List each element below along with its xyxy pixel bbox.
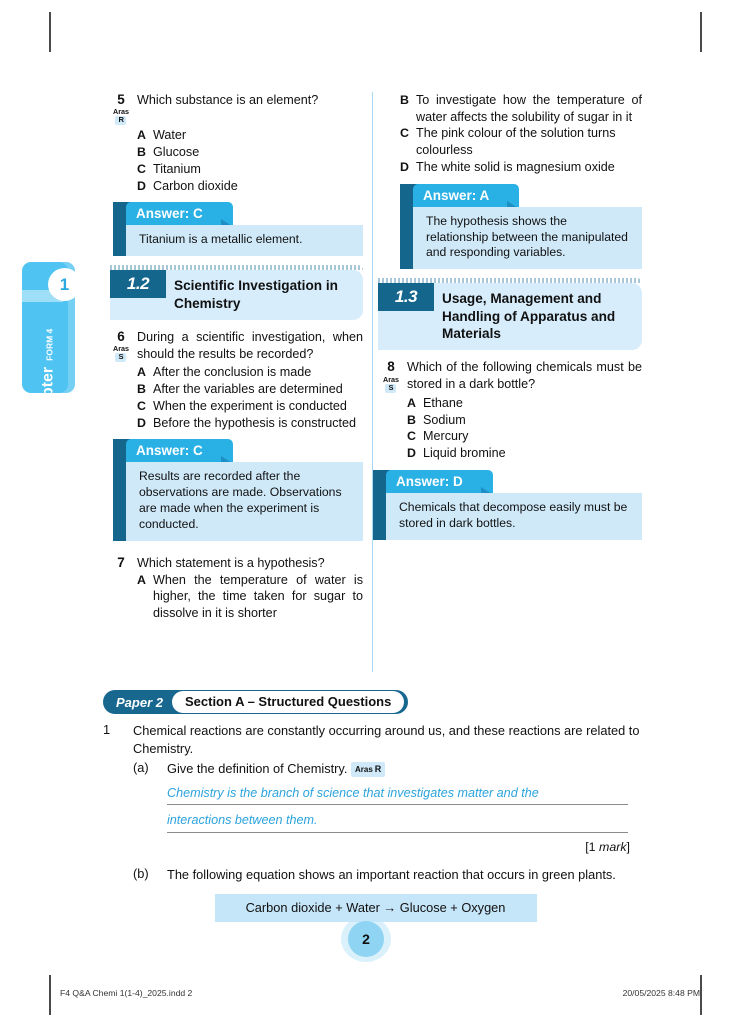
option-letter: C [137,161,146,176]
crop-mark-top-right [700,12,702,52]
answer-explanation: The hypothesis shows the relationship between the manipulated and responding variables. [400,207,642,270]
part-a-aras-badge [351,762,385,776]
answer-label: Answer: A [413,184,519,207]
structured-part-b [133,866,648,884]
aras-level: S [115,353,126,362]
crop-mark-top-left [49,12,51,52]
option-item [407,412,642,429]
marks-prefix: [1 [585,839,599,854]
option-text: The pink colour of the solution turns colourless [416,126,616,158]
crop-mark-bottom-left [49,975,51,1015]
part-a-text: Give the definition of Chemistry. [167,761,348,777]
question-7-number-box [105,555,137,570]
option-letter: A [137,365,146,380]
option-item [400,125,642,158]
option-item [137,381,363,398]
part-a-label: (a) [133,760,149,776]
option-text: The white solid is magnesium oxide [416,159,615,174]
option-text: Ethane [423,395,463,410]
answer-explanation: Titanium is a metallic element. [113,225,363,256]
option-text: Before the hypothesis is constructed [153,415,357,430]
question-7-number: 7 [117,554,125,570]
option-text: Sodium [423,412,466,427]
part-a-text-row [167,760,648,778]
answer-explanation: Chemicals that decompose easily must be stored in dark bottles. [373,493,642,540]
structured-question-stem: Chemical reactions are constantly occurring around us, and these reactions are related to Chemistry. [133,723,640,756]
answer-explanation: Results are recorded after the observations are made. Observations are made when the experiment is conducted. [113,462,363,540]
option-text: Titanium [153,161,201,176]
option-item [400,92,642,125]
question-7 [105,555,363,622]
option-letter: D [137,415,146,430]
option-text: Water [153,128,187,143]
answer-banner [113,439,363,462]
answer-block-q5 [113,202,363,256]
question-5-aras-badge [113,108,129,125]
option-text: After the variables are determined [153,382,343,397]
section-header-1-2 [110,270,363,320]
option-item [137,144,363,161]
section-number: 1.2 [110,270,166,298]
question-8-options [375,395,642,462]
right-column [383,92,642,554]
option-letter: A [407,395,416,410]
question-5-stem: Which substance is an element? [137,93,319,107]
option-item [137,161,363,178]
option-letter: D [400,159,409,174]
section-title: Usage, Management and Handling of Apparatus and Materials [442,291,616,342]
column-divider [372,92,373,672]
question-6-number-box [105,329,137,364]
chapter-number-badge: 1 [48,268,81,301]
page-number-badge: 2 [348,921,384,957]
option-text: Carbon dioxide [153,178,238,193]
answer-label: Answer: C [126,439,233,462]
chemical-equation-box: Carbon dioxide + Water → Glucose + Oxygen [215,894,537,922]
option-item [137,127,363,144]
option-item [137,178,363,195]
question-6-number: 6 [117,329,125,345]
answer-block-q7 [400,184,642,270]
question-7-options [105,572,363,622]
option-text: Glucose [153,145,200,160]
option-letter: A [137,572,146,587]
aras-word: Aras [113,107,129,117]
question-8-stem: Which of the following chemicals must be stored in a dark bottle? [407,360,642,392]
paper-2-header [103,690,408,714]
question-5-number: 5 [117,92,125,107]
section-title: Scientific Investigation in Chemistry [174,278,338,311]
question-5 [105,92,363,256]
question-6-aras-badge [113,345,129,362]
option-letter: B [137,145,146,160]
option-item [400,159,642,176]
question-6-options [105,364,363,431]
option-item [407,395,642,412]
paper-section-label: Section A – Structured Questions [172,691,404,713]
option-letter: C [137,398,146,413]
option-letter: B [400,93,409,107]
marks-word: mark [599,839,627,854]
option-item [407,445,642,462]
option-text: When the temperature of water is higher, the time taken for sugar to dissolve in it is shorter [153,572,363,621]
answer-label: Answer: D [386,470,493,493]
aras-level: S [385,384,396,393]
option-text: After the conclusion is made [153,365,312,380]
question-7-stem: Which statement is a hypothesis? [137,555,325,570]
option-item [407,428,642,445]
question-8-number-box [375,359,407,394]
answer-line-2: interactions between them. [167,812,628,832]
option-letter: D [137,178,146,193]
chapter-label: Chapter [39,366,57,428]
crop-mark-bottom-right [700,975,702,1015]
question-7-continued-options [368,92,642,176]
option-item [137,364,363,381]
answer-line-1: Chemistry is the branch of science that investigates matter and the [167,785,628,805]
part-b-text: The following equation shows an important reaction that occurs in green plants. [167,866,616,882]
section-number: 1.3 [378,283,434,311]
part-b-label: (b) [133,865,149,881]
question-5-number-box [105,92,137,127]
option-item [137,398,363,415]
answer-banner [113,202,363,225]
question-7-continued [400,92,642,269]
option-letter: A [137,128,146,143]
structured-question-number: 1 [103,722,111,737]
question-6-stem: During a scientific investigation, when should the results be recorded? [137,330,363,361]
left-column [105,92,363,626]
answer-banner [400,184,642,207]
aras-level: R [115,116,126,125]
aras-level: R [374,764,382,775]
option-text: When the experiment is conducted [153,398,347,413]
footer-filename: F4 Q&A Chemi 1(1-4)_2025.indd 2 [60,988,193,998]
option-item [137,572,363,622]
option-text: To investigate how the temperature of water affects the solubility of sugar in it [416,93,642,124]
marks-suffix: ] [626,839,630,854]
option-letter: C [407,429,416,444]
answer-block-q8 [373,470,642,540]
option-letter: D [407,446,416,461]
paper-tag: Paper 2 [116,694,163,710]
aras-word: Aras [113,344,129,354]
question-5-options [105,127,363,194]
aras-word: Aras [354,765,373,775]
structured-part-a [133,760,648,778]
question-8-aras-badge [383,376,399,393]
option-letter: B [407,412,416,427]
page-footer [60,988,700,998]
question-8-number: 8 [387,359,395,375]
marks-allocation [103,840,648,854]
answer-banner [373,470,642,493]
question-6 [105,329,363,541]
option-text: Mercury [423,429,469,444]
option-letter: B [137,382,146,397]
answer-block-q6 [113,439,363,540]
section-header-1-3 [378,283,642,350]
option-letter: C [400,126,409,141]
option-item [137,415,363,432]
footer-timestamp: 20/05/2025 8:48 PM [622,988,700,998]
option-text: Liquid bromine [423,446,506,461]
question-8 [375,359,642,539]
aras-word: Aras [383,374,399,384]
chapter-form-label: FORM 4 [44,328,55,361]
structured-question-1 [103,722,648,922]
answer-label: Answer: C [126,202,233,225]
